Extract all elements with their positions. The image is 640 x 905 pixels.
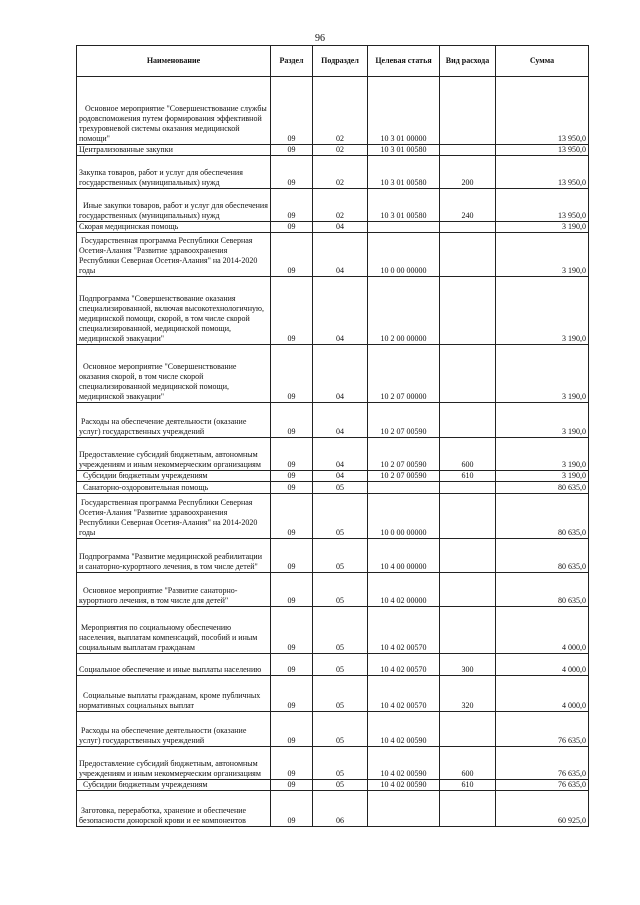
- cell-sum: 3 190,0: [496, 438, 589, 471]
- cell-subsection: 05: [313, 747, 368, 780]
- table-row: [77, 573, 589, 607]
- cell-sum: 76 635,0: [496, 780, 589, 791]
- cell-type: [440, 494, 496, 539]
- cell-name: Расходы на обеспечение деятельности (оказание услуг) государственных учреждений: [77, 403, 271, 438]
- cell-section: 09: [271, 494, 313, 539]
- cell-target: 10 4 02 00570: [368, 654, 440, 676]
- cell-type: 610: [440, 471, 496, 482]
- cell-target: 10 2 00 00000: [368, 277, 440, 345]
- cell-sum: 13 950,0: [496, 189, 589, 222]
- cell-name: Основное мероприятие "Совершенствование оказания скорой, в том числе скорой специализированной медицинской помощи, медицинской эвакуации": [77, 345, 271, 403]
- cell-sum: 76 635,0: [496, 712, 589, 747]
- cell-section: 09: [271, 77, 313, 145]
- cell-subsection: 05: [313, 654, 368, 676]
- cell-target: 10 3 01 00580: [368, 156, 440, 189]
- cell-subsection: 02: [313, 189, 368, 222]
- cell-target: 10 3 01 00000: [368, 77, 440, 145]
- cell-sum: 3 190,0: [496, 277, 589, 345]
- cell-type: [440, 573, 496, 607]
- cell-type: [440, 712, 496, 747]
- cell-section: 09: [271, 189, 313, 222]
- cell-name: Предоставление субсидий бюджетным, автономным учреждениям и иным некоммерческим организациям: [77, 438, 271, 471]
- table-row: [77, 471, 589, 482]
- cell-name: Иные закупки товаров, работ и услуг для обеспечения государственных (муниципальных) нужд: [77, 189, 271, 222]
- header-type: Вид расхода: [440, 46, 496, 77]
- cell-sum: 4 000,0: [496, 676, 589, 712]
- cell-type: 610: [440, 780, 496, 791]
- cell-type: [440, 233, 496, 277]
- cell-type: [440, 607, 496, 654]
- cell-sum: 4 000,0: [496, 607, 589, 654]
- cell-sum: 13 950,0: [496, 145, 589, 156]
- cell-section: 09: [271, 654, 313, 676]
- cell-section: 09: [271, 156, 313, 189]
- cell-type: 320: [440, 676, 496, 712]
- cell-subsection: 04: [313, 403, 368, 438]
- cell-section: 09: [271, 277, 313, 345]
- cell-name: Закупка товаров, работ и услуг для обеспечения государственных (муниципальных) нужд: [77, 156, 271, 189]
- cell-name: Подпрограмма "Развитие медицинской реабилитации и санаторно-курортного лечения, в том числе детей": [77, 539, 271, 573]
- cell-subsection: 02: [313, 145, 368, 156]
- table-row: [77, 156, 589, 189]
- header-section: Раздел: [271, 46, 313, 77]
- cell-target: 10 2 07 00590: [368, 403, 440, 438]
- cell-subsection: 04: [313, 438, 368, 471]
- cell-sum: 80 635,0: [496, 573, 589, 607]
- cell-subsection: 05: [313, 780, 368, 791]
- cell-name: Государственная программа Республики Северная Осетия-Алания "Развитие здравоохранения Республики Северная Осетия-Алания" на 2014-2020 годы: [77, 233, 271, 277]
- table-row: [77, 494, 589, 539]
- cell-subsection: 02: [313, 77, 368, 145]
- cell-sum: 13 950,0: [496, 156, 589, 189]
- cell-target: 10 4 02 00590: [368, 780, 440, 791]
- cell-subsection: 04: [313, 277, 368, 345]
- cell-subsection: 04: [313, 345, 368, 403]
- cell-section: 09: [271, 780, 313, 791]
- table-row: [77, 539, 589, 573]
- cell-target: 10 2 07 00000: [368, 345, 440, 403]
- cell-sum: 80 635,0: [496, 494, 589, 539]
- cell-target: 10 0 00 00000: [368, 233, 440, 277]
- cell-type: [440, 345, 496, 403]
- cell-name: Основное мероприятие "Совершенствование службы родовспоможения путем формирования эффективной трехуровневой системы оказания медицинской помощи": [77, 77, 271, 145]
- cell-section: 09: [271, 747, 313, 780]
- cell-sum: 3 190,0: [496, 222, 589, 233]
- cell-subsection: 05: [313, 712, 368, 747]
- table-row: [77, 780, 589, 791]
- cell-name: Централизованные закупки: [77, 145, 271, 156]
- cell-name: Санаторно-оздоровительная помощь: [77, 482, 271, 494]
- header-target: Целевая статья: [368, 46, 440, 77]
- cell-subsection: 05: [313, 607, 368, 654]
- cell-type: [440, 482, 496, 494]
- table-header: [77, 46, 589, 77]
- table-row: [77, 145, 589, 156]
- budget-table: [76, 45, 589, 827]
- table-body: [77, 77, 589, 827]
- cell-name: Социальное обеспечение и иные выплаты населению: [77, 654, 271, 676]
- cell-name: Расходы на обеспечение деятельности (оказание услуг) государственных учреждений: [77, 712, 271, 747]
- cell-sum: 76 635,0: [496, 747, 589, 780]
- cell-target: 10 4 00 00000: [368, 539, 440, 573]
- cell-section: 09: [271, 222, 313, 233]
- cell-section: 09: [271, 145, 313, 156]
- cell-section: 09: [271, 345, 313, 403]
- cell-target: [368, 791, 440, 827]
- cell-target: 10 3 01 00580: [368, 189, 440, 222]
- cell-target: 10 4 02 00570: [368, 676, 440, 712]
- page-number: 96: [315, 33, 325, 44]
- table-row: [77, 654, 589, 676]
- cell-sum: 60 925,0: [496, 791, 589, 827]
- table-row: [77, 189, 589, 222]
- cell-sum: 3 190,0: [496, 233, 589, 277]
- cell-type: [440, 77, 496, 145]
- header-subsection: Подраздел: [313, 46, 368, 77]
- cell-subsection: 04: [313, 233, 368, 277]
- cell-type: [440, 277, 496, 345]
- table-row: [77, 676, 589, 712]
- cell-subsection: 04: [313, 471, 368, 482]
- cell-name: Предоставление субсидий бюджетным, автономным учреждениям и иным некоммерческим организациям: [77, 747, 271, 780]
- cell-type: [440, 791, 496, 827]
- cell-section: 09: [271, 676, 313, 712]
- cell-subsection: 04: [313, 222, 368, 233]
- cell-target: 10 0 00 00000: [368, 494, 440, 539]
- table-row: [77, 222, 589, 233]
- cell-section: 09: [271, 573, 313, 607]
- cell-sum: 3 190,0: [496, 471, 589, 482]
- cell-section: 09: [271, 791, 313, 827]
- cell-type: [440, 539, 496, 573]
- cell-name: Основное мероприятие "Развитие санаторно-курортного лечения, в том числе для детей": [77, 573, 271, 607]
- cell-subsection: 05: [313, 676, 368, 712]
- cell-target: [368, 222, 440, 233]
- header-sum: Сумма: [496, 46, 589, 77]
- table-row: [77, 277, 589, 345]
- cell-name: Субсидии бюджетным учреждениям: [77, 471, 271, 482]
- cell-name: Социальные выплаты гражданам, кроме публичных нормативных социальных выплат: [77, 676, 271, 712]
- cell-sum: 3 190,0: [496, 403, 589, 438]
- table-row: [77, 712, 589, 747]
- cell-type: 600: [440, 747, 496, 780]
- cell-section: 09: [271, 607, 313, 654]
- cell-section: 09: [271, 482, 313, 494]
- table-row: [77, 345, 589, 403]
- cell-subsection: 05: [313, 573, 368, 607]
- cell-type: 200: [440, 156, 496, 189]
- cell-sum: 80 635,0: [496, 539, 589, 573]
- cell-target: 10 4 02 00570: [368, 607, 440, 654]
- table-row: [77, 791, 589, 827]
- cell-name: Заготовка, переработка, хранение и обеспечение безопасности донорской крови и ее компонентов: [77, 791, 271, 827]
- cell-target: 10 4 02 00000: [368, 573, 440, 607]
- cell-target: 10 4 02 00590: [368, 747, 440, 780]
- cell-type: [440, 222, 496, 233]
- cell-sum: 3 190,0: [496, 345, 589, 403]
- cell-target: 10 2 07 00590: [368, 438, 440, 471]
- table-row: [77, 607, 589, 654]
- cell-subsection: 05: [313, 539, 368, 573]
- table-row: [77, 233, 589, 277]
- cell-target: 10 4 02 00590: [368, 712, 440, 747]
- cell-target: 10 2 07 00590: [368, 471, 440, 482]
- cell-type: [440, 145, 496, 156]
- table-row: [77, 403, 589, 438]
- cell-subsection: 05: [313, 482, 368, 494]
- cell-type: 600: [440, 438, 496, 471]
- cell-subsection: 02: [313, 156, 368, 189]
- table-row: [77, 747, 589, 780]
- cell-name: Скорая медицинская помощь: [77, 222, 271, 233]
- cell-type: 240: [440, 189, 496, 222]
- cell-sum: 4 000,0: [496, 654, 589, 676]
- header-name: Наименование: [77, 46, 271, 77]
- cell-type: 300: [440, 654, 496, 676]
- table-row: [77, 77, 589, 145]
- cell-name: Государственная программа Республики Северная Осетия-Алания "Развитие здравоохранения Республики Северная Осетия-Алания" на 2014-2020 годы: [77, 494, 271, 539]
- cell-section: 09: [271, 438, 313, 471]
- header-row: [77, 46, 589, 77]
- cell-target: 10 3 01 00580: [368, 145, 440, 156]
- cell-target: [368, 482, 440, 494]
- table-row: [77, 482, 589, 494]
- cell-sum: 80 635,0: [496, 482, 589, 494]
- cell-subsection: 06: [313, 791, 368, 827]
- cell-section: 09: [271, 539, 313, 573]
- cell-section: 09: [271, 712, 313, 747]
- cell-section: 09: [271, 403, 313, 438]
- table-row: [77, 438, 589, 471]
- cell-name: Подпрограмма "Совершенствование оказания специализированной, включая высокотехнологичную, медицинской помощи, скорой, в том числе скорой специализированной, медицинской помощи, медицинской эвакуации": [77, 277, 271, 345]
- cell-subsection: 05: [313, 494, 368, 539]
- cell-section: 09: [271, 233, 313, 277]
- cell-name: Субсидии бюджетным учреждениям: [77, 780, 271, 791]
- cell-section: 09: [271, 471, 313, 482]
- cell-name: Мероприятия по социальному обеспечению населения, выплатам компенсаций, пособий и иным социальным выплатам гражданам: [77, 607, 271, 654]
- cell-type: [440, 403, 496, 438]
- cell-sum: 13 950,0: [496, 77, 589, 145]
